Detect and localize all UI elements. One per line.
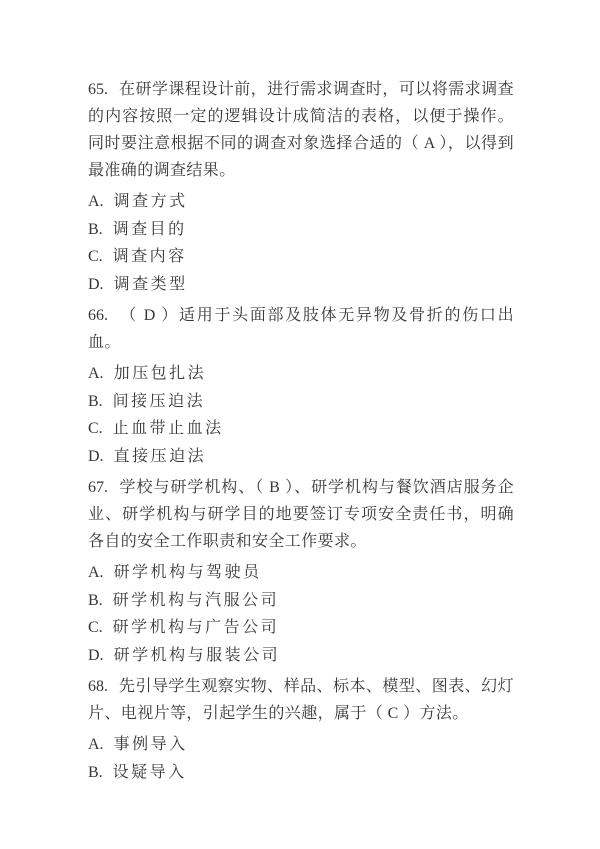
option-c: [88, 243, 514, 271]
option-label: A.: [88, 564, 104, 581]
question-text: [88, 76, 514, 184]
question-body: 在研学课程设计前，进行需求调查时，可以将需求调查的内容按照一定的逻辑设计成简洁的表格，以便于操作。同时要注意根据不同的调查对象选择合适的（ A ），以得到最准确的调查结果。: [88, 81, 514, 179]
options-list: [88, 360, 514, 470]
option-text: 调查目的: [112, 220, 187, 238]
option-text: 止血带止血法: [112, 420, 224, 437]
question-number: 67.: [88, 479, 108, 496]
option-label: C.: [88, 248, 103, 265]
option-b: [88, 759, 514, 787]
option-text: 研学机构与驾驶员: [113, 564, 262, 581]
question-65: [88, 76, 514, 298]
option-label: A.: [88, 365, 104, 382]
question-68: [88, 673, 514, 786]
option-c: [88, 614, 514, 642]
question-number: 66.: [88, 307, 108, 324]
option-d: [88, 271, 514, 299]
option-d: [88, 642, 514, 670]
option-text: 研学机构与汽服公司: [112, 591, 280, 609]
question-number: 65.: [88, 81, 108, 98]
option-text: 调查内容: [112, 248, 187, 265]
option-text: 加压包扎法: [113, 365, 207, 382]
option-text: 调查类型: [113, 275, 188, 293]
option-b: [88, 216, 514, 244]
option-text: 设疑导入: [112, 763, 187, 781]
option-label: C.: [88, 420, 103, 437]
option-label: B.: [88, 763, 103, 781]
option-b: [88, 587, 514, 615]
question-body: （ D ）适用于头面部及肢体无异物及骨折的伤口出血。: [88, 307, 514, 351]
option-label: A.: [88, 193, 104, 210]
question-66: [88, 302, 514, 470]
options-list: [88, 188, 514, 298]
question-text: [88, 302, 514, 356]
question-body: 学校与研学机构、（ B ）、研学机构与餐饮酒店服务企业、研学机构与研学目的地要签订专项安全责任书，明确各自的安全工作职责和安全工作要求。: [88, 479, 514, 550]
option-text: 研学机构与广告公司: [112, 619, 280, 636]
option-c: [88, 415, 514, 443]
option-b: [88, 388, 514, 416]
option-label: C.: [88, 619, 103, 636]
option-label: D.: [88, 447, 104, 465]
option-text: 研学机构与服装公司: [113, 646, 281, 664]
option-text: 间接压迫法: [112, 392, 206, 410]
option-a: [88, 559, 514, 587]
option-label: B.: [88, 220, 103, 238]
question-text: [88, 673, 514, 727]
option-text: 直接压迫法: [113, 447, 207, 465]
option-a: [88, 731, 514, 759]
option-text: 事例导入: [113, 736, 188, 753]
question-body: 先引导学生观察实物、样品、标本、模型、图表、幻灯片、电视片等，引起学生的兴趣，属于（ C ）方法。: [88, 678, 514, 722]
option-d: [88, 443, 514, 471]
question-number: 68.: [88, 678, 108, 695]
option-a: [88, 360, 514, 388]
option-text: 调查方式: [113, 193, 188, 210]
option-label: B.: [88, 392, 103, 410]
options-list: [88, 559, 514, 669]
question-67: [88, 474, 514, 669]
option-label: D.: [88, 275, 104, 293]
option-label: B.: [88, 591, 103, 609]
question-text: [88, 474, 514, 555]
option-a: [88, 188, 514, 216]
option-label: A.: [88, 736, 104, 753]
options-list: [88, 731, 514, 786]
option-label: D.: [88, 646, 104, 664]
